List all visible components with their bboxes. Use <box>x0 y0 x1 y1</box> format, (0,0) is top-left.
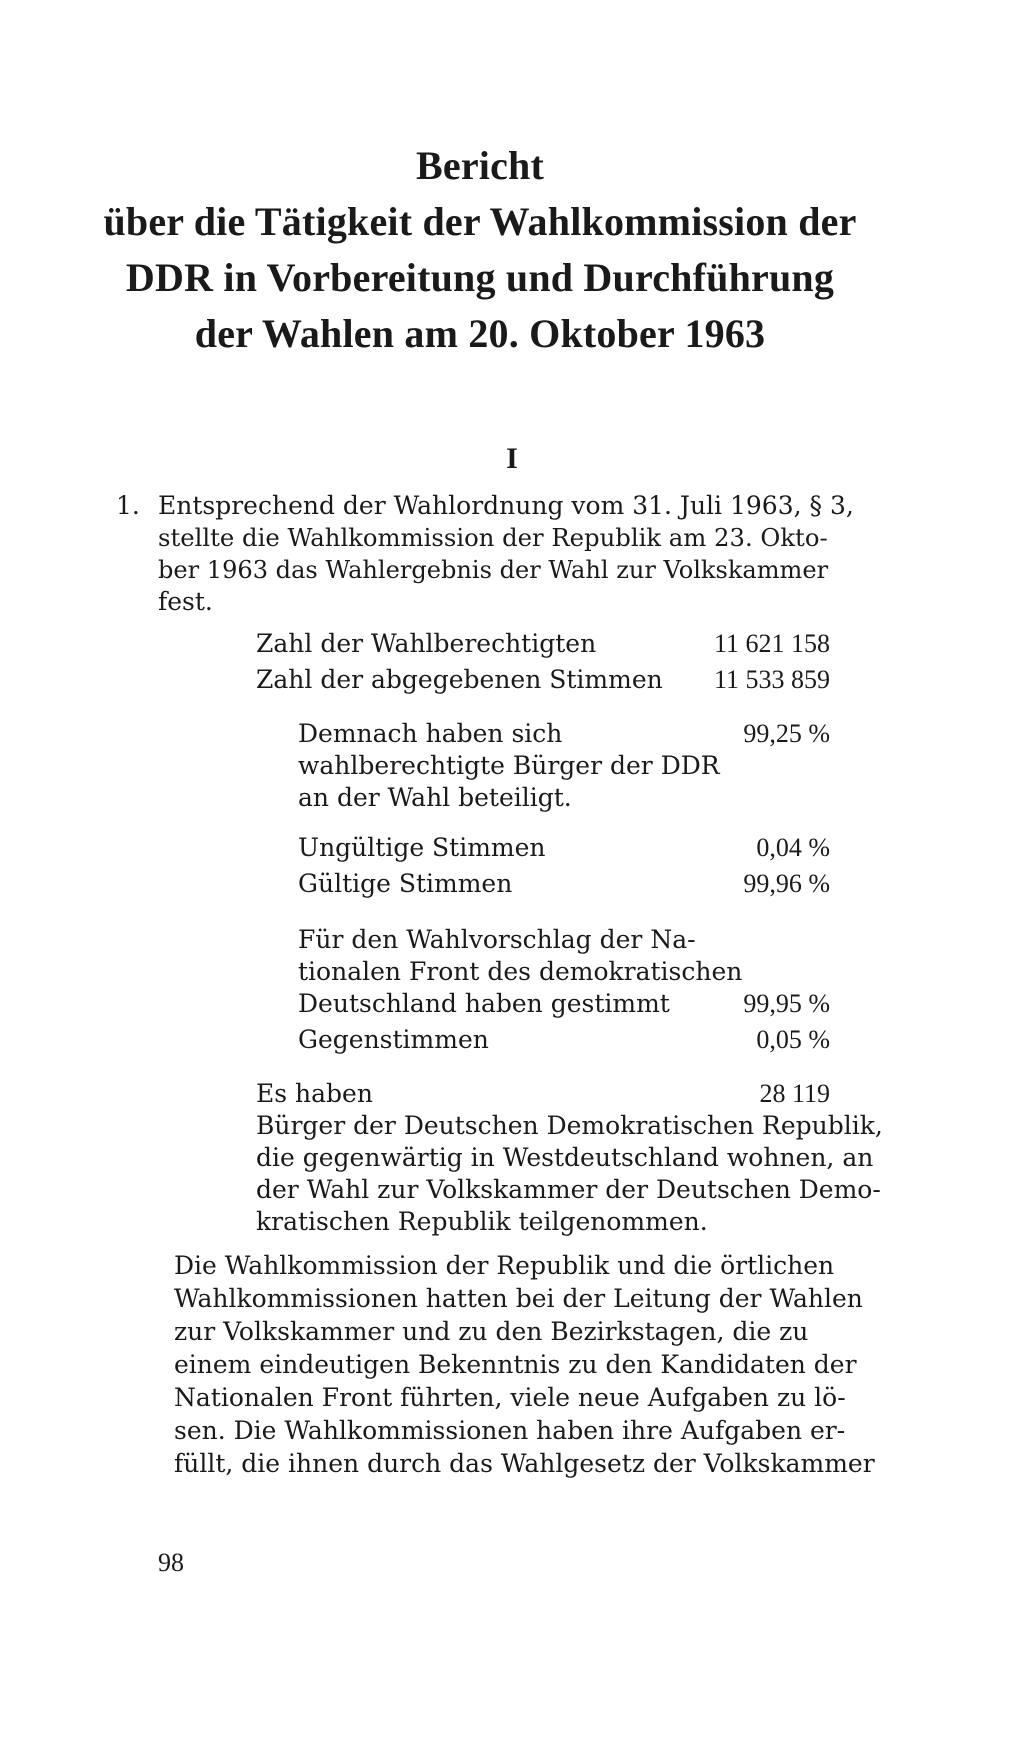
section-number: I <box>506 442 518 475</box>
result-value: 11 621 158 <box>713 629 830 658</box>
paragraph-line: zur Volkskammer und zu den Bezirkstagen, die zu <box>174 1317 809 1346</box>
result-label: Gegenstimmen <box>298 1025 489 1054</box>
body-line-text: Entsprechend der Wahlordnung vom 31. Juli 1963, § 3, <box>158 491 854 520</box>
report-title <box>100 138 860 362</box>
body-line: die gegenwärtig in Westdeutschland wohnen, an <box>256 1143 874 1172</box>
result-row-against <box>298 1024 830 1056</box>
paragraph-line: Die Wahlkommission der Republik und die örtlichen <box>174 1251 835 1280</box>
result-label: Zahl der Wahlberechtigten <box>256 629 597 658</box>
west-voters-row <box>256 1078 830 1110</box>
page-number: 98 <box>158 1548 184 1577</box>
title-line: über die Tätigkeit der Wahlkommission der <box>103 199 857 244</box>
result-row-turnout <box>298 718 830 750</box>
result-row-cast <box>256 664 830 696</box>
item-number: 1. <box>116 491 140 520</box>
result-value: 99,25 % <box>743 719 830 748</box>
result-label: Gültige Stimmen <box>298 869 513 898</box>
body-line: kratischen Republik teilgenommen. <box>256 1207 708 1236</box>
paragraph-line: Nationalen Front führten, viele neue Aufgaben zu lö- <box>174 1383 846 1412</box>
body-line: ber 1963 das Wahlergebnis der Wahl zur Volkskammer <box>158 556 829 584</box>
west-lead: Es haben <box>256 1079 373 1108</box>
result-label: wahlberechtigte Bürger der DDR <box>298 751 720 780</box>
result-label: Ungültige Stimmen <box>298 833 546 862</box>
result-value: 99,95 % <box>743 989 830 1018</box>
result-value: 0,05 % <box>756 1025 830 1054</box>
result-row-valid <box>298 868 830 900</box>
result-label: Für den Wahlvorschlag der Na- <box>298 925 696 954</box>
result-label: tionalen Front des demokratischen <box>298 957 743 986</box>
paragraph-line: sen. Die Wahlkommissionen haben ihre Aufgaben er- <box>174 1416 846 1445</box>
body-line: stellte die Wahlkommission der Republik am 23. Okto- <box>158 523 828 552</box>
result-row-invalid <box>298 832 830 864</box>
title-line: DDR in Vorbereitung und Durchführung <box>125 255 835 300</box>
result-label: Deutschland haben gestimmt <box>298 989 670 1018</box>
result-row-for <box>298 988 830 1020</box>
result-label: an der Wahl beteiligt. <box>298 783 572 812</box>
result-value: 11 533 859 <box>713 665 830 694</box>
result-row-eligible <box>256 628 830 660</box>
body-line: der Wahl zur Volkskammer der Deutschen Demo- <box>256 1175 881 1204</box>
body-line <box>158 490 854 522</box>
paragraph-line: Wahlkommissionen hatten bei der Leitung der Wahlen <box>174 1284 863 1313</box>
west-value: 28 119 <box>759 1079 830 1108</box>
result-label: Demnach haben sich <box>298 719 563 748</box>
result-value: 0,04 % <box>756 833 830 862</box>
title-line: Bericht <box>415 143 545 188</box>
paragraph-line: füllt, die ihnen durch das Wahlgesetz der Volkskammer <box>174 1449 875 1478</box>
title-line: der Wahlen am 20. Oktober 1963 <box>194 311 766 356</box>
body-line: Bürger der Deutschen Demokratischen Republik, <box>256 1111 883 1140</box>
result-value: 99,96 % <box>743 869 830 898</box>
paragraph-line: einem eindeutigen Bekenntnis zu den Kandidaten der <box>174 1350 857 1379</box>
body-line: fest. <box>158 587 213 616</box>
result-label: Zahl der abgegebenen Stimmen <box>256 665 663 694</box>
